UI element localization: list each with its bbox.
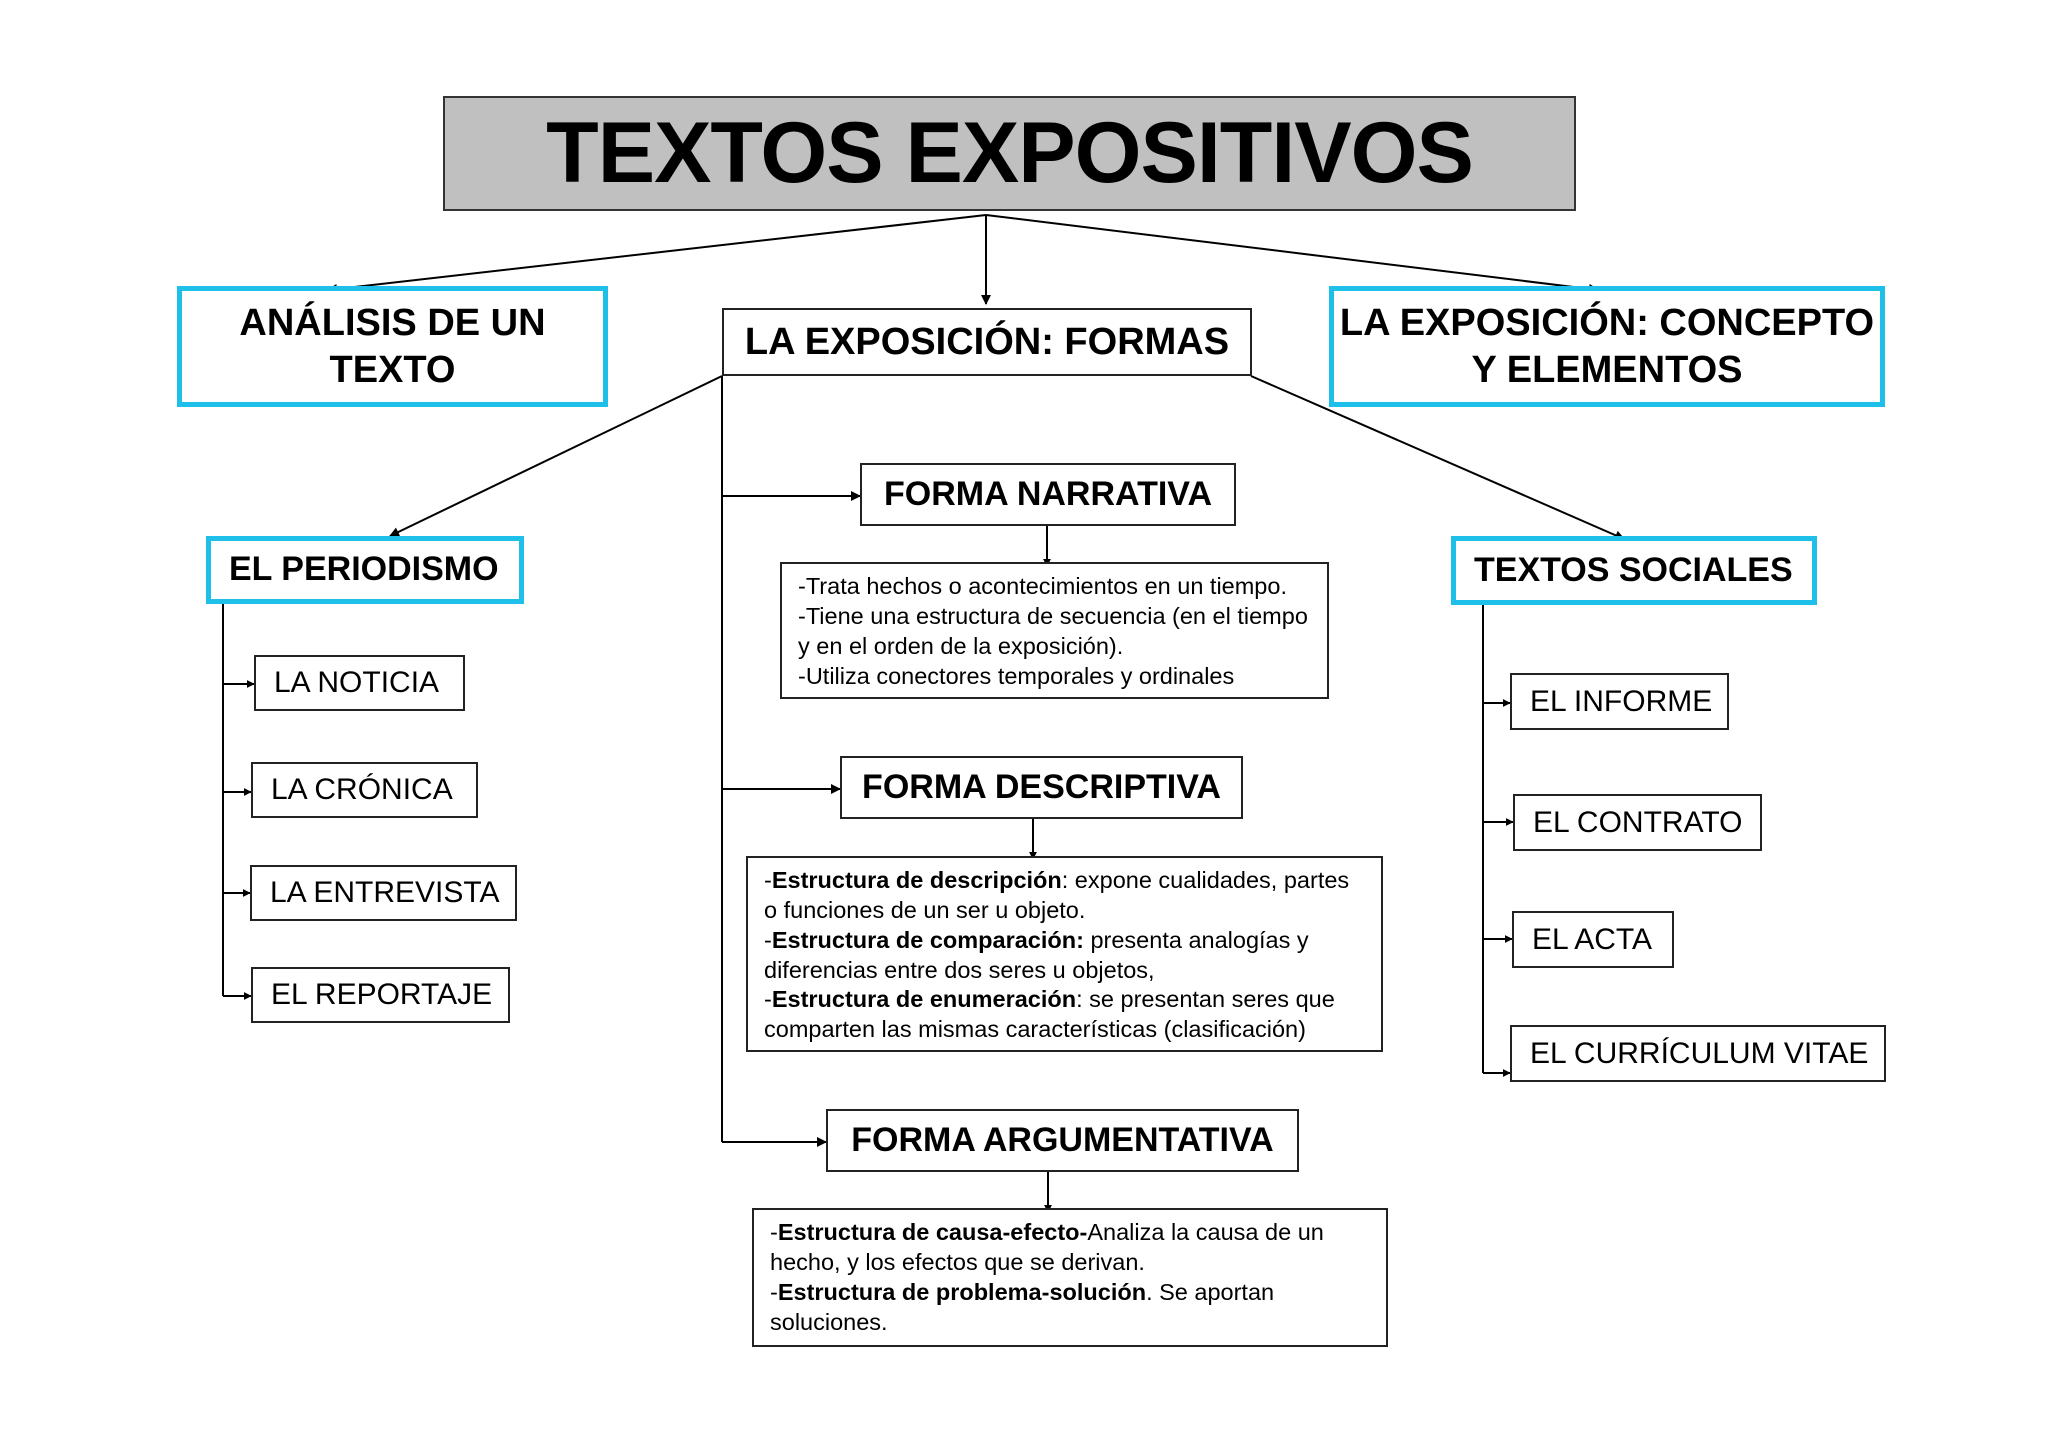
analisis-box: ANÁLISIS DE UN TEXTO [177, 286, 608, 407]
note-line: -Tiene una estructura de secuencia (en el tiempo y en el orden de la exposición). [798, 602, 1308, 659]
narrativa-note [780, 562, 1329, 699]
sociales-item: EL ACTA [1512, 911, 1674, 968]
arrow-to-concepto [986, 215, 1598, 290]
sociales-item: EL CURRÍCULUM VITAE [1510, 1025, 1886, 1082]
concepto-box: LA EXPOSICIÓN: CONCEPTO Y ELEMENTOS [1329, 286, 1885, 407]
periodismo-item: LA ENTREVISTA [250, 865, 517, 921]
note-line: -Trata hechos o acontecimientos en un tiempo. [798, 573, 1287, 599]
descriptiva-note [746, 856, 1383, 1052]
argumentativa-title: FORMA ARGUMENTATIVA [826, 1109, 1299, 1172]
main-title: TEXTOS EXPOSITIVOS [443, 96, 1576, 211]
note-item: -Estructura de problema-solución. Se aportan soluciones. [770, 1278, 1275, 1335]
narrativa-title: FORMA NARRATIVA [860, 463, 1236, 526]
sociales-item: EL INFORME [1510, 673, 1729, 730]
formas-box: LA EXPOSICIÓN: FORMAS [722, 308, 1252, 376]
periodismo-box: EL PERIODISMO [206, 536, 524, 604]
note-item: -Estructura de causa-efecto-Analiza la causa de un hecho, y los efectos que se derivan. [770, 1219, 1324, 1275]
periodismo-item: LA NOTICIA [254, 655, 465, 711]
note-line: -Utiliza conectores temporales y ordinales [798, 662, 1235, 689]
note-item: -Estructura de enumeración: se presentan seres que comparten las mismas características (clasificación) [764, 986, 1335, 1043]
arrow-to-analisis [328, 215, 986, 290]
periodismo-item: LA CRÓNICA [251, 762, 478, 818]
note-item: -Estructura de descripción: expone cualidades, partes o funciones de un ser u objeto. [764, 867, 1350, 923]
periodismo-item: EL REPORTAJE [251, 967, 510, 1023]
argumentativa-note [752, 1208, 1388, 1347]
sociales-item: EL CONTRATO [1513, 794, 1762, 851]
sociales-box: TEXTOS SOCIALES [1451, 536, 1817, 605]
descriptiva-title: FORMA DESCRIPTIVA [840, 756, 1243, 819]
note-item: -Estructura de comparación: presenta analogías y diferencias entre dos seres u objetos, [764, 926, 1309, 983]
